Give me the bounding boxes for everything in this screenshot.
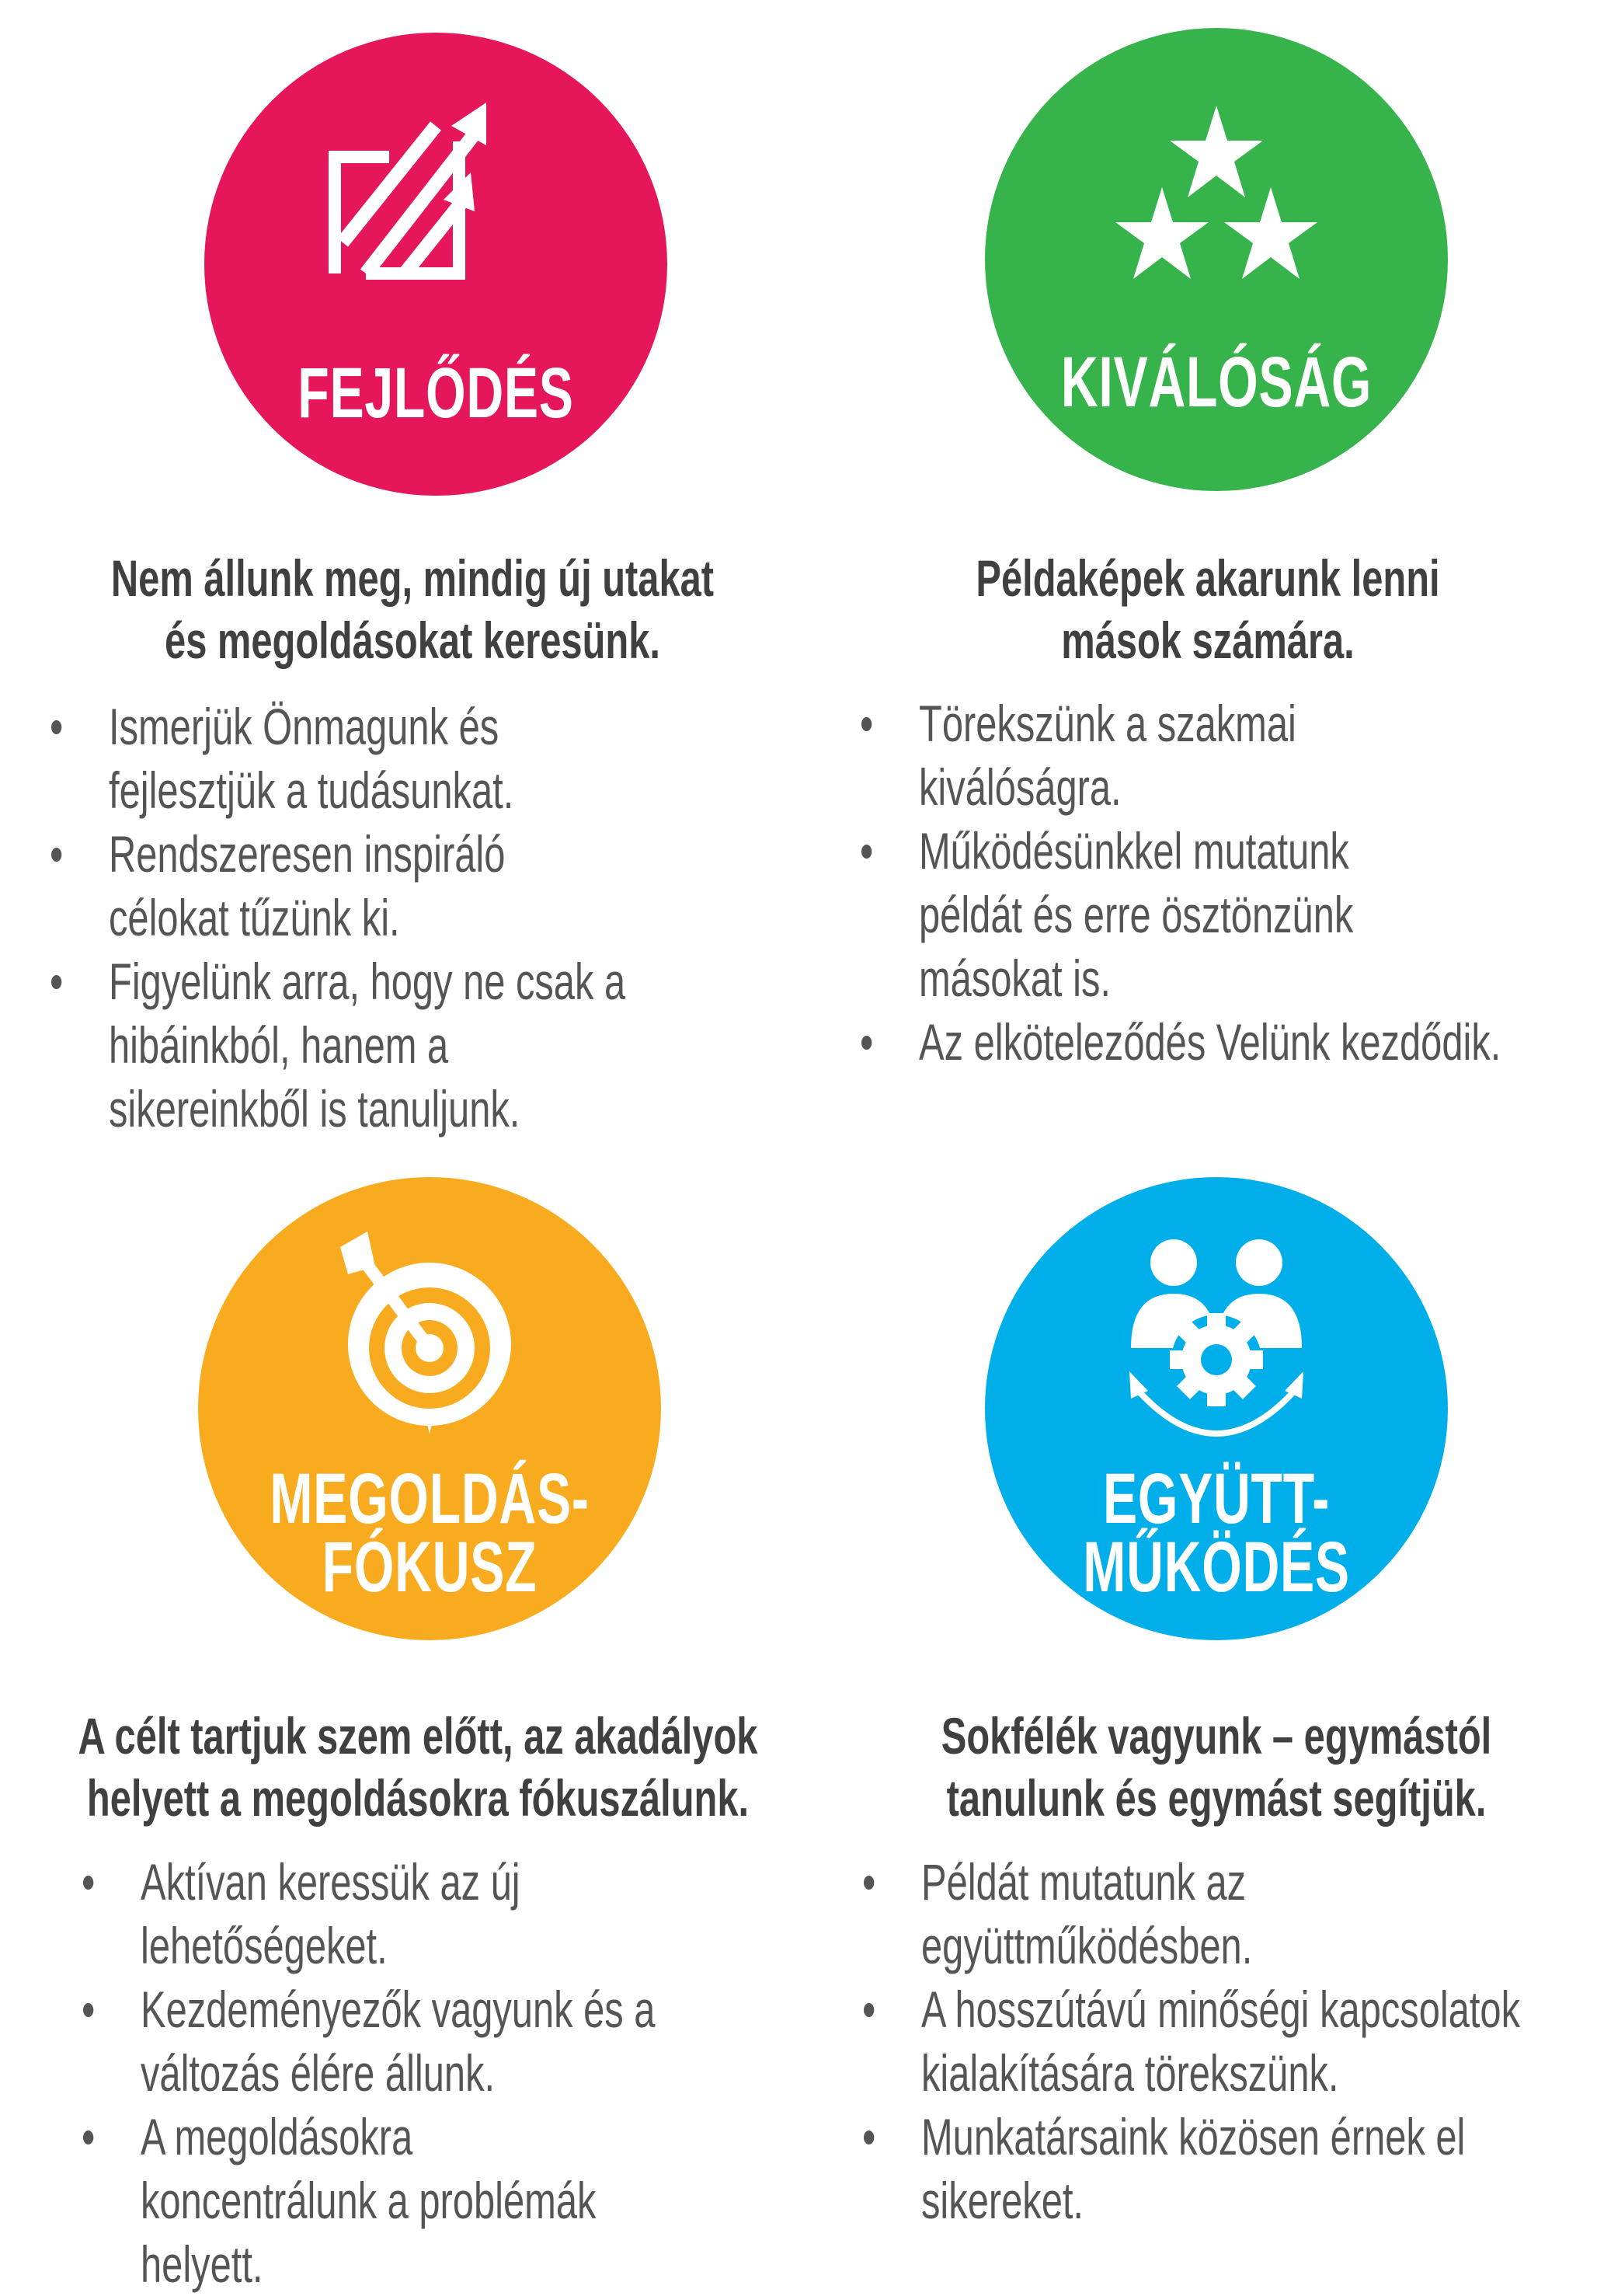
bullet-text: A hosszútávú minőségi kapcsolatok kialakítására törekszünk.: [921, 1981, 1521, 2102]
egyuttmukodes-badge: [985, 1177, 1448, 1640]
heading-line: Példaképek akarunk lenni: [976, 549, 1440, 607]
megoldasfokusz-badge: [198, 1177, 661, 1640]
list-item: [861, 692, 1453, 819]
bullet-text: Törekszünk a szakmai kiválóságra.: [919, 695, 1296, 816]
heading-line: tanulunk és egymást segítjük.: [946, 1769, 1487, 1827]
list-item: [861, 1010, 1501, 1074]
list-item: [51, 822, 626, 949]
badge-title-line-1: EGYÜTT-: [1102, 1459, 1331, 1538]
list-item: [864, 1977, 1525, 2105]
growth-arrows-icon: [319, 87, 552, 320]
heading-line: mások számára.: [1061, 611, 1355, 669]
list-item: [51, 695, 626, 822]
badge-title: KIVÁLÓSÁG: [1060, 343, 1373, 422]
heading-line: helyett a megoldásokra fókuszálunk.: [86, 1769, 750, 1827]
fejlodes-bullets: [51, 695, 626, 1141]
fejlodes-badge: [204, 33, 667, 496]
list-item: [51, 949, 626, 1141]
bullet-text: A megoldásokra koncentrálunk a problémák helyett.: [141, 2108, 597, 2293]
bullet-text: Működésünkkel mutatunk példát és erre ösztönzünk másokat is.: [919, 822, 1354, 1007]
badge-title-line-1: MEGOLDÁS-: [270, 1459, 590, 1538]
bullet-text: Rendszeresen inspiráló célokat tűzünk ki.: [109, 825, 506, 946]
megoldasfokusz-bullets: [83, 1850, 658, 2296]
list-item: [83, 2105, 658, 2296]
fejlodes-heading: [39, 547, 786, 671]
bullet-icon: [51, 848, 61, 862]
bullet-icon: [861, 845, 872, 859]
badge-title: FEJLŐDÉS: [297, 354, 574, 433]
badge-title-line-2: MŰKÖDÉS: [1083, 1528, 1350, 1607]
heading-line: Sokfélék vagyunk – egymástól: [941, 1707, 1492, 1765]
bullet-icon: [51, 975, 61, 989]
bullet-icon: [83, 2003, 93, 2017]
bullet-icon: [864, 2003, 874, 2017]
list-item: [864, 2105, 1525, 2232]
bullet-text: Kezdeményezők vagyunk és a változás élére állunk.: [141, 1981, 656, 2102]
kivalosag-badge: [985, 28, 1448, 491]
bullet-text: Figyelünk arra, hogy ne csak a hibáinkból, hanem a sikereinkből is tanuljunk.: [109, 953, 626, 1138]
target-arrow-icon: [313, 1232, 546, 1465]
bullet-icon: [864, 2131, 874, 2144]
bullet-text: Az elköteleződés Velünk kezdődik.: [919, 1013, 1501, 1071]
team-gear-icon: [1100, 1232, 1333, 1465]
bullet-text: Ismerjük Önmagunk és fejlesztjük a tudásunkat.: [109, 698, 514, 819]
bullet-text: Példát mutatunk az együttműködésben.: [921, 1853, 1253, 1974]
bullet-text: Munkatársaink közösen érnek el sikereket.: [921, 2108, 1466, 2229]
bullet-icon: [861, 1036, 872, 1050]
list-item: [83, 1850, 658, 1977]
bullet-icon: [864, 1876, 874, 1890]
kivalosag-bullets: [861, 692, 1501, 1074]
megoldasfokusz-heading: [44, 1705, 792, 1829]
bullet-text: Aktívan keressük az új lehetőségeket.: [141, 1853, 520, 1974]
heading-line: A célt tartjuk szem előtt, az akadályok: [78, 1707, 758, 1765]
badge-title-line-2: FÓKUSZ: [322, 1528, 538, 1607]
list-item: [83, 1977, 658, 2105]
list-item: [864, 1850, 1525, 1977]
bullet-icon: [83, 1876, 93, 1890]
three-stars-icon: [1100, 82, 1333, 315]
egyuttmukodes-heading: [843, 1705, 1590, 1829]
list-item: [861, 819, 1453, 1010]
bullet-icon: [861, 717, 872, 731]
heading-line: Nem állunk meg, mindig új utakat: [110, 549, 715, 607]
egyuttmukodes-bullets: [864, 1850, 1525, 2232]
bullet-icon: [51, 720, 61, 734]
bullet-icon: [83, 2131, 93, 2144]
heading-line: és megoldásokat keresünk.: [165, 611, 660, 669]
kivalosag-heading: [834, 547, 1581, 671]
